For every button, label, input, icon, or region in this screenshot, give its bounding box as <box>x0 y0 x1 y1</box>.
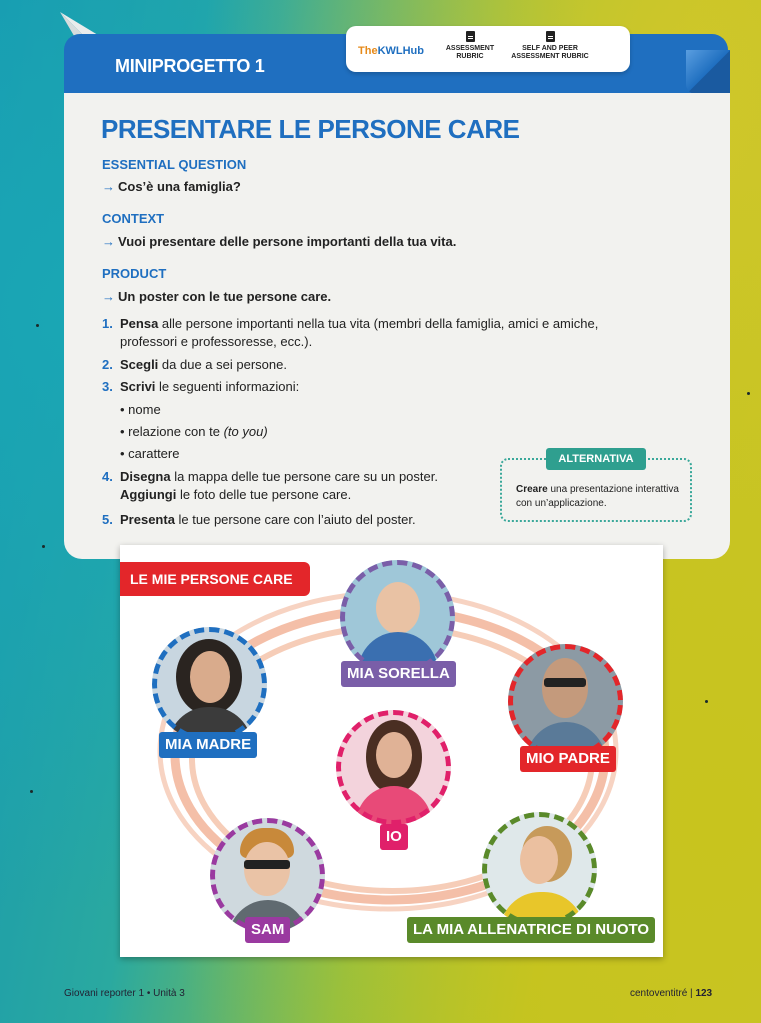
step-number: 5. <box>102 512 113 527</box>
footer-separator: • <box>146 988 151 999</box>
document-icon <box>466 31 475 42</box>
product-text: Un poster con le tue persone care. <box>118 289 332 304</box>
assessment-label-2: RUBRIC <box>456 53 484 60</box>
bullet-item: • nome <box>120 402 161 417</box>
portrait-sam <box>210 818 325 933</box>
speck <box>42 545 45 548</box>
step-text: le seguenti informazioni: <box>155 379 300 394</box>
footer-page: centoventitré | 123 <box>630 988 713 999</box>
step-number: 4. <box>102 469 113 484</box>
portrait-ring <box>152 627 267 742</box>
step-number: 1. <box>102 316 113 331</box>
arrow-icon: → <box>102 179 115 194</box>
step-text: da due a sei persone. <box>158 357 287 372</box>
portrait-sister <box>340 560 455 675</box>
arrow-icon: → <box>102 234 115 249</box>
context <box>102 234 456 249</box>
product-heading: PRODUCT <box>102 266 167 281</box>
step-4 <box>102 468 482 504</box>
page-number: 123 <box>695 988 713 999</box>
step-text: alle persone importanti nella tua vita (membri della famiglia, amici e amiche, <box>158 316 599 331</box>
step-verb: Scrivi <box>120 379 156 394</box>
portrait-ring <box>210 818 325 933</box>
bullet-item: • carattere <box>120 446 180 461</box>
self-peer-rubric-link[interactable] <box>500 31 600 61</box>
footer-unit: Unità 3 <box>153 988 185 999</box>
portrait-ring <box>336 710 451 825</box>
step-text: le tue persone care con l’aiuto del poster. <box>174 512 416 527</box>
label-sam: SAM <box>245 917 290 943</box>
poster-title: LE MIE PERSONE CARE <box>120 562 310 596</box>
alternativa-text <box>516 483 686 511</box>
portrait-coach <box>482 812 597 927</box>
arrow-icon: → <box>102 289 115 304</box>
step-text-cont: professori e professoresse, ecc.). <box>120 334 313 349</box>
speck <box>705 700 708 703</box>
kwl-prefix: The <box>358 45 378 57</box>
document-icon <box>546 31 555 42</box>
label-sister: MIA SORELLA <box>341 661 456 687</box>
bullet-text: relazione con te <box>128 424 220 439</box>
essential-question-heading: ESSENTIAL QUESTION <box>102 157 247 172</box>
section-label: MINIPROGETTO 1 <box>115 56 265 76</box>
footer-book <box>64 988 185 999</box>
self-peer-label-1: SELF AND PEER <box>522 45 578 52</box>
step-verb: Scegli <box>120 357 159 372</box>
alternativa-desc: una presentazione interattiva con un’applicazione. <box>516 484 679 509</box>
label-me: IO <box>380 824 408 850</box>
portrait-mother <box>152 627 267 742</box>
bullet-text: carattere <box>128 446 180 461</box>
alternativa-verb: Creare <box>516 484 548 495</box>
essential-question <box>102 179 241 194</box>
kwl-hub-link[interactable] <box>358 45 424 57</box>
page-title: PRESENTARE LE PERSONE CARE <box>101 114 520 144</box>
assessment-label-1: ASSESSMENT <box>445 45 495 52</box>
portrait-ring <box>508 644 623 759</box>
portrait-me <box>336 710 451 825</box>
kwl-main: KWL <box>377 45 403 57</box>
step-3 <box>102 378 662 396</box>
bullet-note: (to you) <box>223 424 268 439</box>
bullet-text: nome <box>128 402 161 417</box>
step-text-cont: le foto delle tue persone care. <box>176 487 352 502</box>
portrait-father <box>508 644 623 759</box>
step-text: la mappa delle tue persone care su un poster. <box>170 469 438 484</box>
portrait-ring <box>482 812 597 927</box>
portrait-ring <box>340 560 455 675</box>
step-verb: Pensa <box>120 316 159 331</box>
step-2 <box>102 356 662 374</box>
label-father: MIO PADRE <box>520 746 616 772</box>
footer-book-title: Giovani reporter 1 <box>64 988 145 999</box>
step-number: 2. <box>102 357 113 372</box>
speck <box>36 324 39 327</box>
page-fold <box>686 50 730 94</box>
speck <box>30 790 33 793</box>
context-heading: CONTEXT <box>102 211 165 226</box>
kwl-suffix: Hub <box>402 45 424 57</box>
context-text: Vuoi presentare delle persone importanti della tua vita. <box>118 234 457 249</box>
self-peer-label-2: ASSESSMENT RUBRIC <box>511 53 589 60</box>
label-mother: MIA MADRE <box>159 732 257 758</box>
footer-page-word: centoventitré <box>630 988 688 999</box>
step-number: 3. <box>102 379 113 394</box>
step-5 <box>102 511 482 529</box>
step-verb: Disegna <box>120 469 171 484</box>
essential-question-text: Cos’è una famiglia? <box>118 179 241 194</box>
speck <box>747 392 750 395</box>
step-verb: Aggiungi <box>120 487 177 502</box>
label-coach: LA MIA ALLENATRICE DI NUOTO <box>407 917 655 943</box>
step-verb: Presenta <box>120 512 175 527</box>
alternativa-tag: ALTERNATIVA <box>546 448 646 470</box>
step-1 <box>102 315 662 351</box>
bullet-item: • relazione con te (to you) <box>120 424 268 439</box>
product <box>102 289 331 304</box>
